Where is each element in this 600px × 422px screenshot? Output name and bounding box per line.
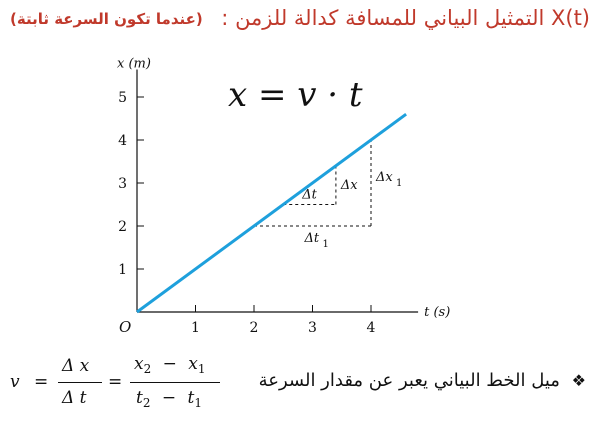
- formula-den1: Δ t: [62, 388, 87, 408]
- title-colon: :: [221, 6, 229, 30]
- title-note: (عندما تكون السرعة ثابتة): [10, 10, 203, 28]
- y-tick-label-1: 1: [118, 262, 127, 278]
- y-tick-label-3: 3: [118, 176, 127, 192]
- den2-t2-sub: 2: [142, 396, 151, 410]
- formula-v: v: [10, 372, 20, 392]
- num2-minus: −: [162, 354, 177, 374]
- fraction-bar-2: [130, 382, 220, 383]
- formula-eq1: =: [34, 372, 49, 392]
- num2-x2: x: [134, 354, 144, 374]
- series-line-0: [137, 114, 406, 312]
- num2-x2-sub: 2: [143, 362, 152, 376]
- den2-minus: −: [161, 388, 177, 408]
- y-axis-label: x (m): [117, 56, 151, 72]
- large-dt-sub: 1: [322, 239, 329, 250]
- den2-t2: t: [136, 388, 143, 408]
- den2-t1: t: [187, 388, 195, 408]
- formula-eq2: =: [108, 372, 123, 392]
- formula-num1: Δ x: [62, 356, 90, 376]
- slope-annotations: [254, 140, 402, 250]
- formula-num2: [134, 354, 206, 374]
- title-text: التمثيل البياني للمسافة كدالة للزمن X(t): [235, 6, 590, 30]
- x-tick-label-2: 2: [249, 320, 259, 336]
- position-time-chart: [0, 40, 600, 340]
- page-title: [10, 6, 590, 40]
- den2-t1-sub: 1: [194, 396, 203, 410]
- small-dt-label: Δt: [302, 187, 317, 203]
- x-tick-label-4: 4: [366, 320, 376, 336]
- x-tick-label-3: 3: [308, 320, 317, 336]
- footer: [0, 340, 600, 422]
- large-dt-label: Δt: [304, 231, 320, 246]
- large-dx-sub: 1: [396, 178, 403, 189]
- series-layer: [137, 114, 406, 312]
- statement-text: ميل الخط البياني يعبر عن مقدار السرعة: [258, 370, 560, 391]
- num2-x1-sub: 1: [197, 362, 206, 376]
- small-dx-label: Δx: [340, 178, 358, 194]
- equation-label: x = v · t: [228, 75, 363, 115]
- y-tick-label-4: 4: [118, 133, 127, 149]
- y-tick-label-2: 2: [118, 219, 127, 235]
- bullet-icon: ❖: [571, 371, 586, 390]
- y-tick-label-5: 5: [118, 90, 127, 106]
- origin-label: O: [119, 318, 132, 336]
- slope-statement: [259, 370, 586, 391]
- title-main: [221, 6, 590, 30]
- formula-den2: [136, 388, 202, 408]
- large-dx-label: Δx: [376, 170, 393, 185]
- fraction-bar-1: [58, 382, 102, 383]
- x-tick-label-1: 1: [191, 320, 200, 336]
- x-axis-label: t (s): [424, 305, 451, 320]
- num2-x1: x: [188, 354, 198, 374]
